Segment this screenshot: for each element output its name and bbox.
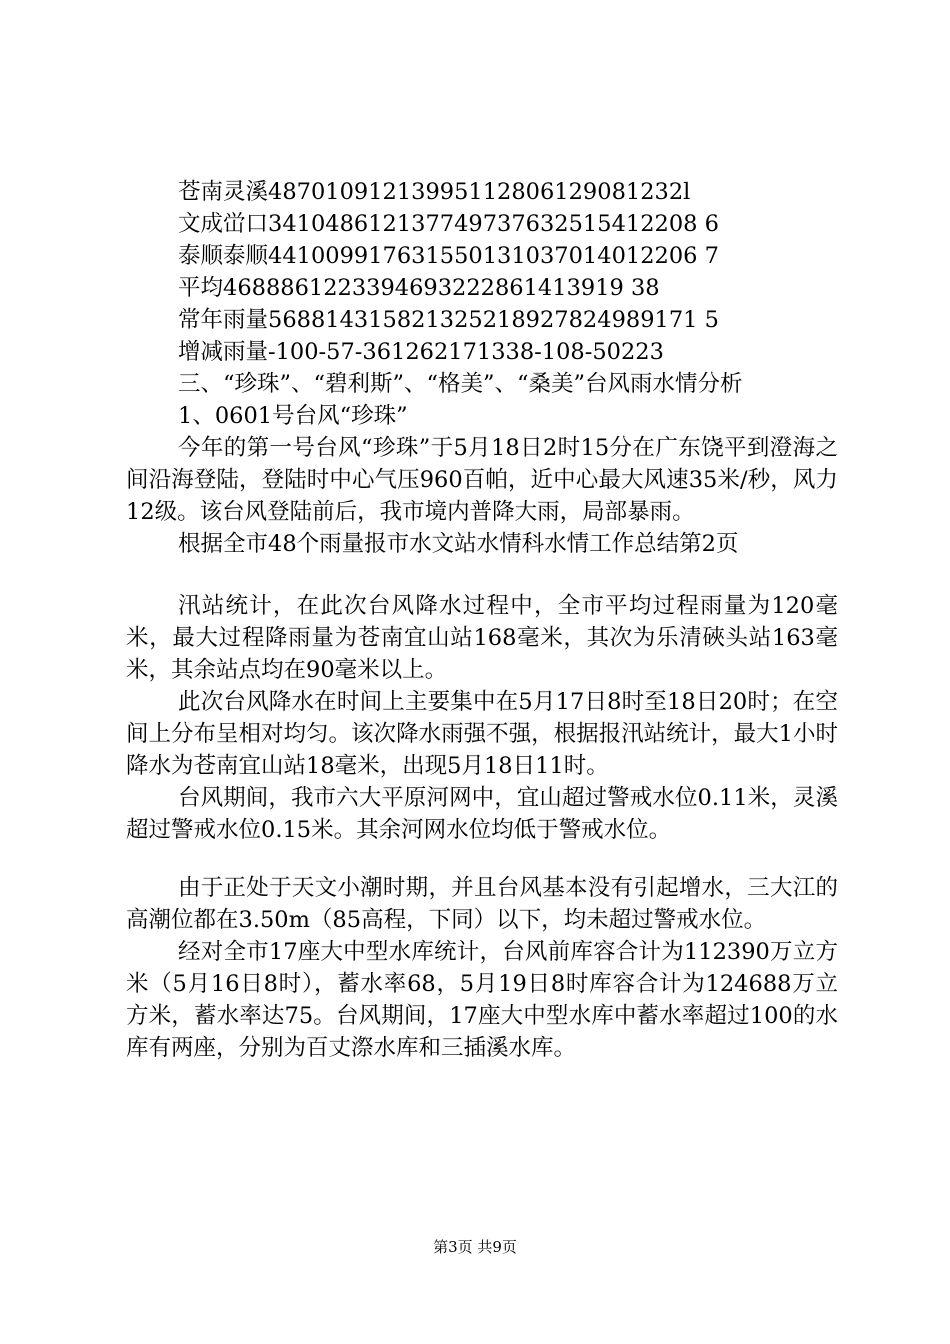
- paragraph-station-statistics-intro: 根据全市48个雨量报市水文站水情科水情工作总结第2页: [178, 531, 739, 557]
- spacer: [126, 846, 838, 872]
- table-row-rainfall-change: 增减雨量-100-57-361262171338-108-50223: [178, 339, 664, 365]
- paragraph-rainfall-timing: 此次台风降水在时间上主要集中在5月17日8时至18日20时；在空间上分布呈相对均匀。该次降水雨强不强，根据报汛站统计，最大1小时降水为苍南宜山站18毫米，出现5月18日11时。: [126, 689, 838, 779]
- paragraph-rainfall-totals: 汛站统计，在此次台风降水过程中，全市平均过程雨量为120毫米，最大过程降雨量为苍南宜山站168毫米，其次为乐清硤头站163毫米，其余站点均在90毫米以上。: [126, 593, 838, 683]
- paragraph-typhoon-landfall: 今年的第一号台风“珍珠”于5月18日2时15分在广东饶平到澄海之间沿海登陆，登陆时中心气压960百帕，近中心最大风速35米/秒，风力12级。该台风登陆前后，我市境内普降大雨，局部暴雨。: [126, 435, 838, 525]
- table-row-cangnan-lingxi: 苍南灵溪48701091213995112806129081232l: [178, 179, 691, 205]
- paragraph-river-levels: 台风期间，我市六大平原河网中，宜山超过警戒水位0.11米，灵溪超过警戒水位0.15米。其余河网水位均低于警戒水位。: [126, 785, 838, 843]
- page-number-footer: 第3页 共9页: [433, 1238, 517, 1256]
- section-heading-typhoon-analysis: 三、“珍珠”、“碧利斯”、“格美”、“桑美”台风雨水情分析: [178, 371, 743, 397]
- paragraph-tide-levels: 由于正处于天文小潮时期，并且台风基本没有引起增水，三大江的高潮位都在3.50m（85高程，下同）以下，均未超过警戒水位。: [126, 875, 838, 933]
- subsection-heading-zhenzhu: 1、0601号台风“珍珠”: [178, 403, 408, 429]
- table-row-normal-rainfall: 常年雨量568814315821325218927824989171 5: [178, 307, 719, 333]
- paragraph-reservoir-storage: 经对全市17座大中型水库统计，台风前库容合计为112390万立方米（5月16日8时），蓄水率68，5月19日8时库容合计为124688万立方米，蓄水率达75。台风期间，17座大中型水库中蓄水率超过100的水库有两座，分别为百丈漈水库和三插溪水库。: [126, 939, 838, 1061]
- table-row-average: 平均4688861223394693222861413919 38: [178, 275, 660, 301]
- page-body: [126, 176, 838, 1064]
- table-row-taishun: 泰顺泰顺441009917631550131037014012206 7: [178, 243, 719, 269]
- table-row-wencheng-qiankou: 文成峃口341048612137749737632515412208 6: [178, 211, 719, 237]
- spacer: [126, 560, 838, 590]
